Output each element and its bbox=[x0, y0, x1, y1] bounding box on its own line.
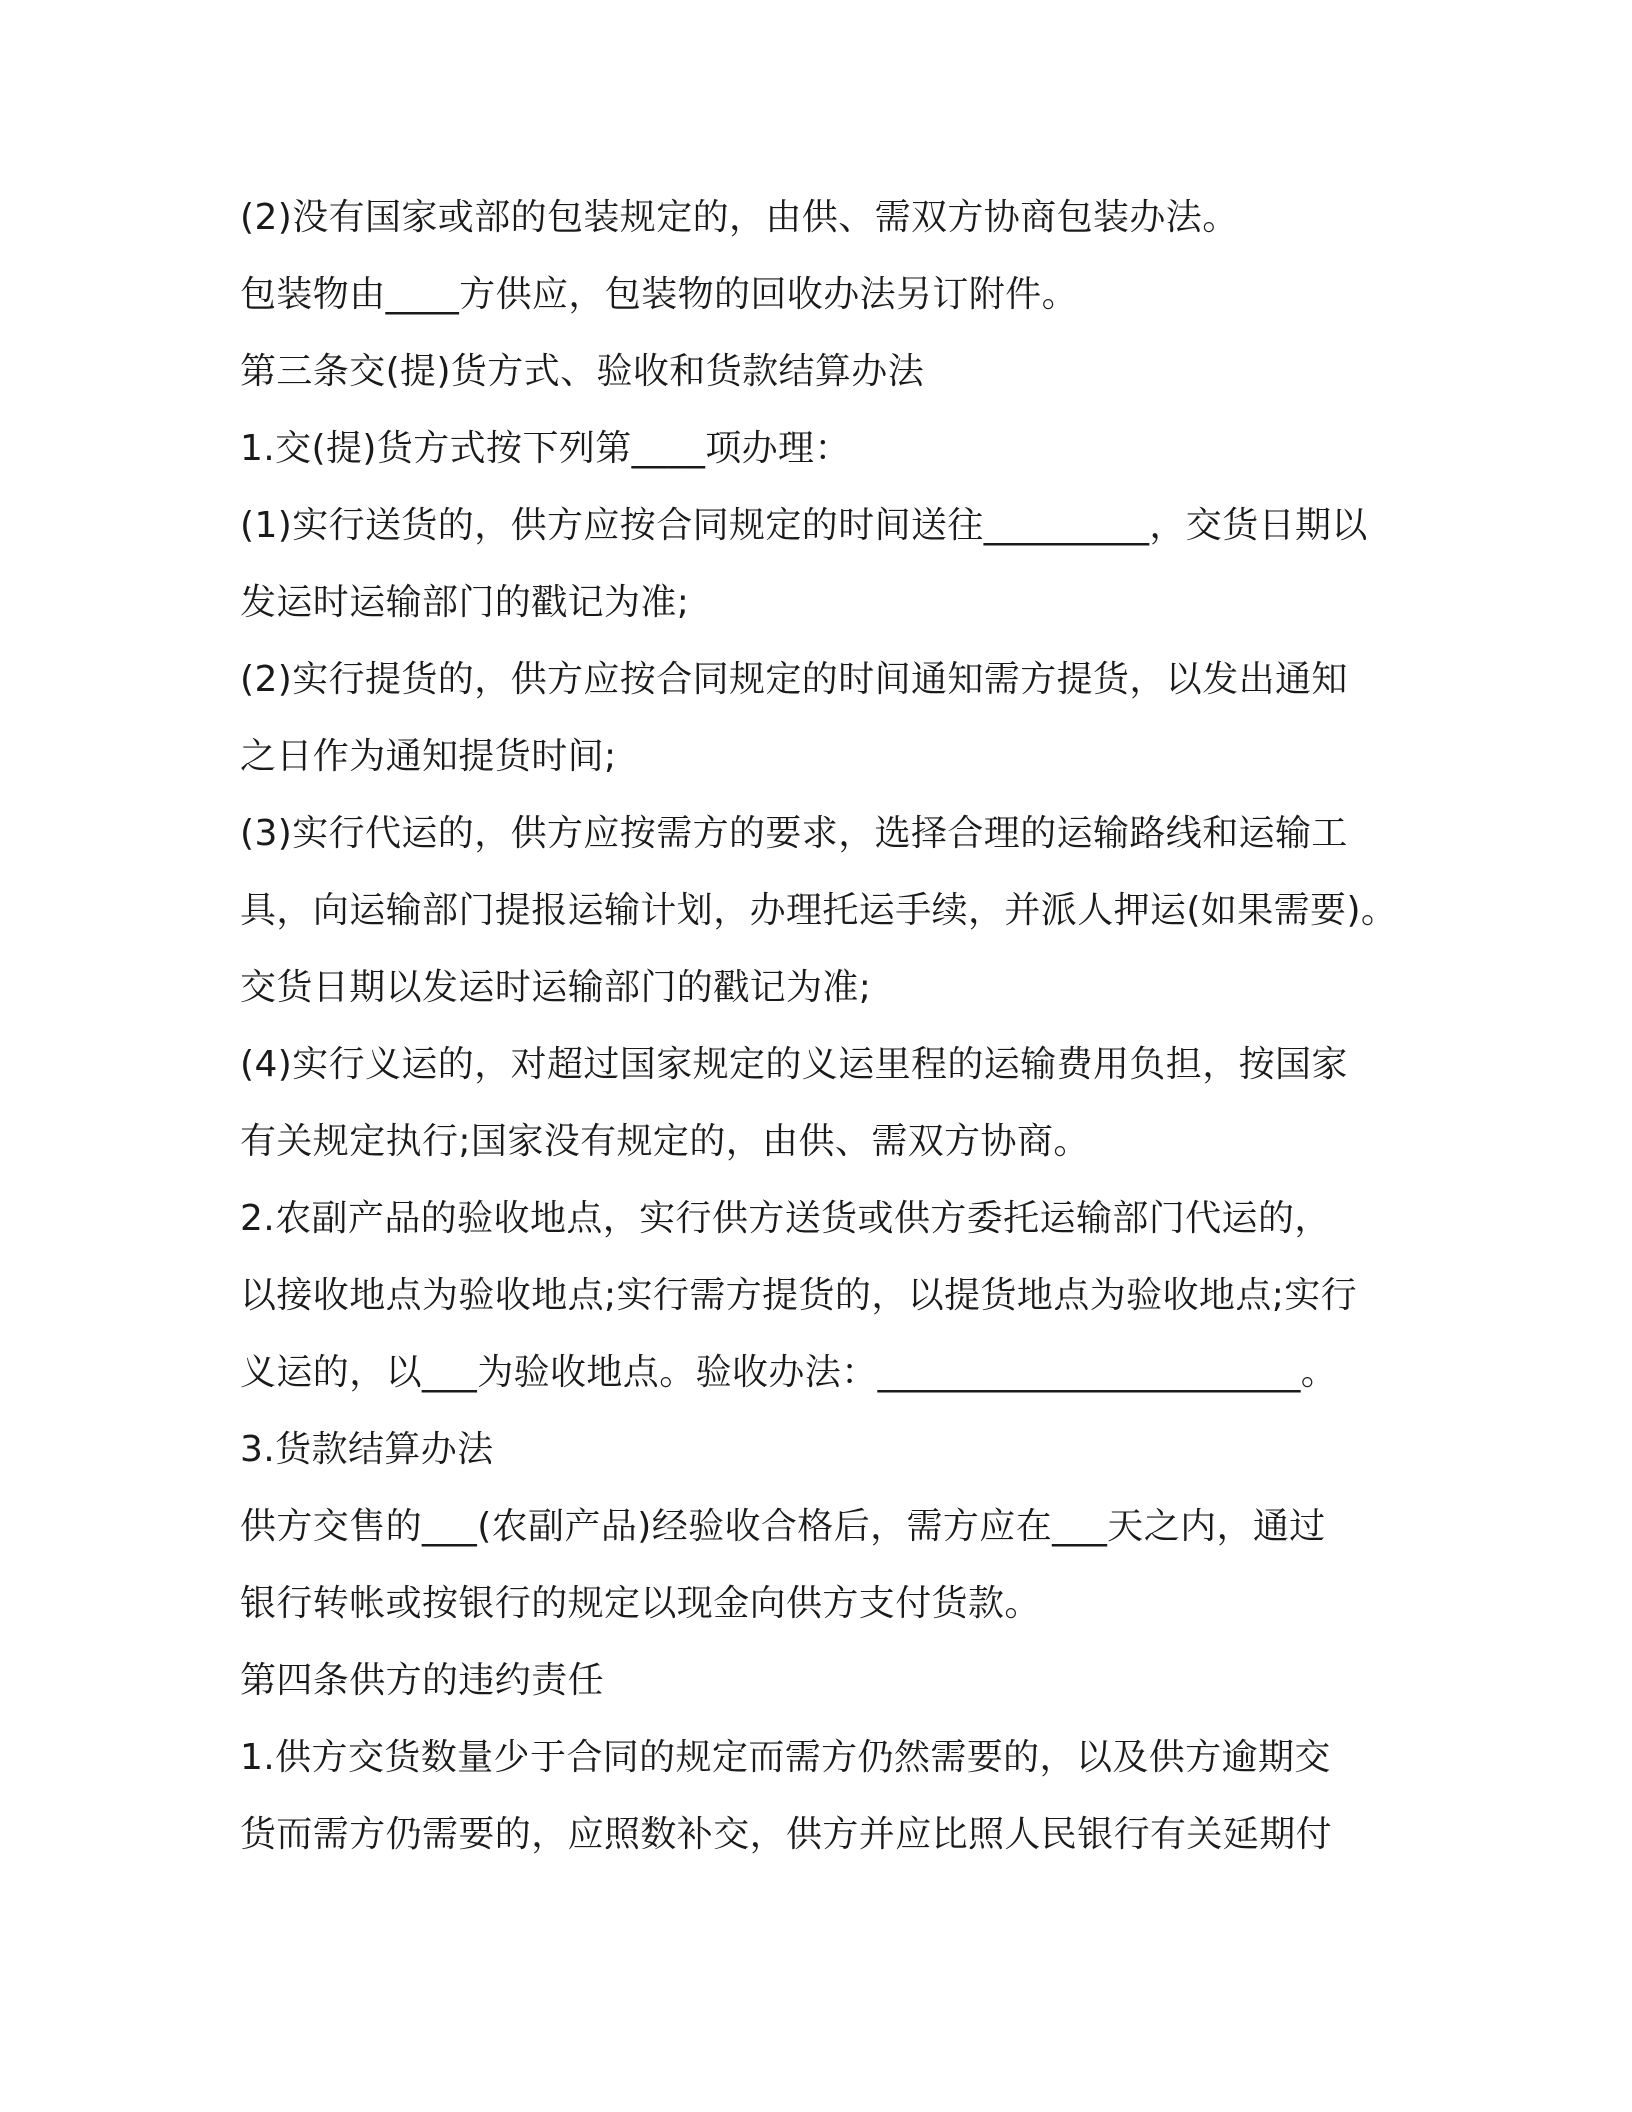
text-line: 有关规定执行;国家没有规定的，由供、需双方协商。 bbox=[240, 1121, 1090, 1162]
text-line: (3)实行代运的，供方应按需方的要求，选择合理的运输路线和运输工 bbox=[240, 813, 1348, 854]
section-heading: 第四条供方的违约责任 bbox=[240, 1660, 605, 1701]
text-line: 2.农副产品的验收地点，实行供方送货或供方委托运输部门代运的， bbox=[240, 1198, 1331, 1239]
text-line: 义运的，以___为验收地点。验收办法：_______________________。 bbox=[240, 1352, 1338, 1393]
text-line: 以接收地点为验收地点;实行需方提货的，以提货地点为验收地点;实行 bbox=[240, 1275, 1358, 1316]
text-line: (2)没有国家或部的包装规定的，由供、需双方协商包装办法。 bbox=[240, 197, 1239, 238]
text-line: (4)实行义运的，对超过国家规定的义运里程的运输费用负担，按国家 bbox=[240, 1044, 1348, 1085]
text-line: 货而需方仍需要的，应照数补交，供方并应比照人民银行有关延期付 bbox=[240, 1814, 1333, 1855]
document-body bbox=[240, 188, 1420, 1882]
text-line: (2)实行提货的，供方应按合同规定的时间通知需方提货，以发出通知 bbox=[240, 659, 1348, 700]
text-line: 交货日期以发运时运输部门的戳记为准; bbox=[240, 967, 872, 1008]
text-line: 具，向运输部门提报运输计划，办理托运手续，并派人押运(如果需要)。 bbox=[240, 890, 1398, 931]
text-line: 银行转帐或按银行的规定以现金向供方支付货款。 bbox=[240, 1583, 1041, 1624]
text-line: 之日作为通知提货时间; bbox=[240, 736, 617, 777]
text-line: 供方交售的___(农副产品)经验收合格后，需方应在___天之内，通过 bbox=[240, 1506, 1326, 1547]
text-line: 3.货款结算办法 bbox=[240, 1429, 494, 1470]
text-line: 1.供方交货数量少于合同的规定而需方仍然需要的，以及供方逾期交 bbox=[240, 1737, 1331, 1778]
text-line: 1.交(提)货方式按下列第____项办理： bbox=[240, 428, 851, 469]
section-heading: 第三条交(提)货方式、验收和货款结算办法 bbox=[240, 351, 925, 392]
text-line: 发运时运输部门的戳记为准; bbox=[240, 582, 690, 623]
text-line: (1)实行送货的，供方应按合同规定的时间送往_________，交货日期以 bbox=[240, 505, 1368, 546]
text-line: 包装物由____方供应，包装物的回收办法另订附件。 bbox=[240, 274, 1079, 315]
